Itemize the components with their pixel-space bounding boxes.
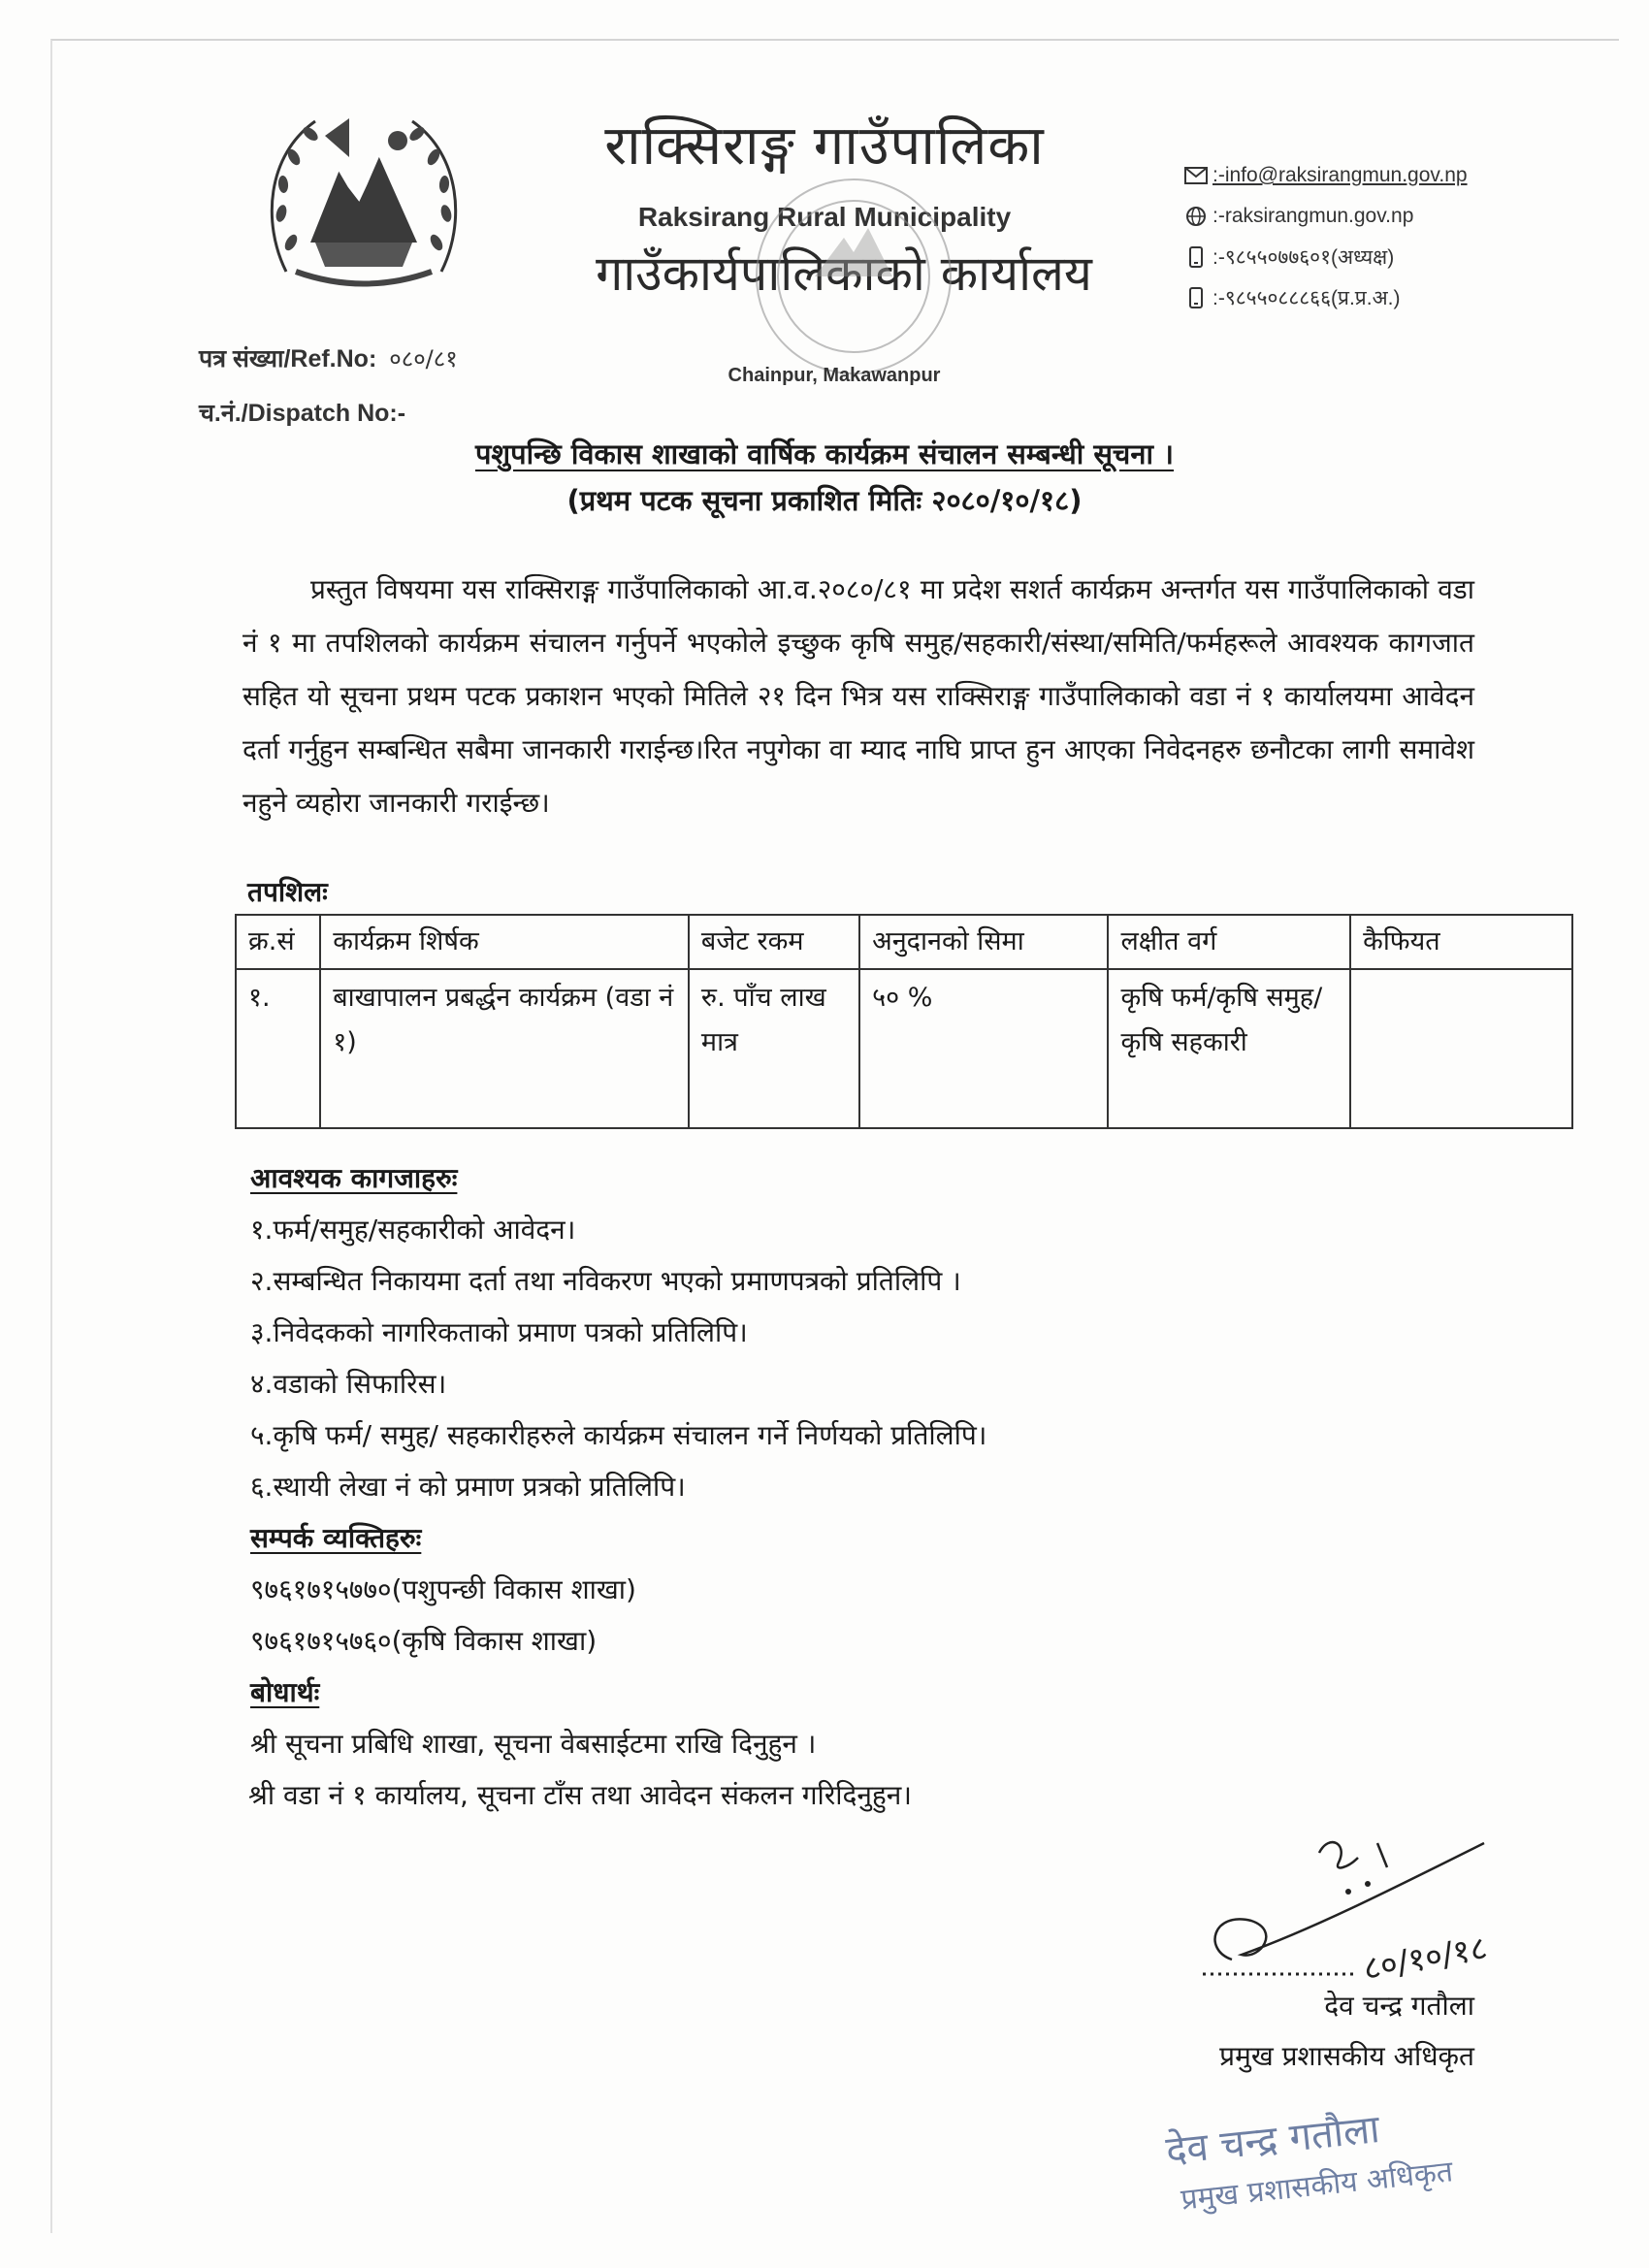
contact-website[interactable]: :-raksirangmun.gov.np — [1212, 205, 1414, 227]
handwritten-signature — [1193, 1814, 1504, 1989]
table-header-row — [236, 915, 1572, 969]
list-item: ५.कृषि फर्म/ समुह/ सहकारीहरुले कार्यक्रम संचालन गर्ने निर्णयको प्रतिलिपि। — [250, 1419, 987, 1451]
stamp-name: देव चन्द्र गतौला — [1163, 2106, 1382, 2174]
municipality-name-np: राक्सिराङ्ग गाउँपालिका — [604, 114, 1045, 178]
cell-serial: १. — [236, 969, 320, 1128]
ref-label: पत्र संख्या/Ref.No: — [199, 345, 377, 373]
table-row — [236, 969, 1572, 1128]
cell-budget: रु. पाँच लाख मात्र — [689, 969, 859, 1128]
required-documents-heading: आवश्यक कागजाहरुः — [250, 1162, 458, 1194]
contacts-heading: सम्पर्क व्यक्तिहरुः — [250, 1522, 422, 1554]
office-seal-icon — [747, 170, 960, 383]
dispatch-label: च.नं./Dispatch No:- — [199, 400, 406, 427]
cell-program-title: बाखापालन प्रबर्द्धन कार्यक्रम (वडा नं १) — [320, 969, 689, 1128]
signature-date: ८०/१०/१८ — [1360, 1928, 1491, 1989]
office-name-np: गाउँकार्यपालिकाको कार्यालय — [596, 245, 1092, 302]
contact-phone-cao: :-९८५५०८८८६६(प्र.प्र.अ.) — [1212, 287, 1401, 309]
col-program-title: कार्यक्रम शिर्षक — [320, 915, 689, 969]
signatory-name: देव चन्द्र गतौला — [1324, 1990, 1474, 2022]
globe-icon — [1183, 206, 1209, 227]
ref-value: ०८०/८१ — [389, 345, 458, 373]
contact-block — [1183, 155, 1533, 318]
contact-phone-chair: :-९८५५०७७६०१(अध्यक्ष) — [1212, 246, 1395, 269]
mobile-phone-icon — [1183, 246, 1209, 268]
list-item: ९७६१७१५७६०(कृषि विकास शाखा) — [250, 1625, 598, 1657]
list-item: २.सम्बन्धित निकायमा दर्ता तथा नविकरण भएको प्रमाणपत्रको प्रतिलिपि । — [250, 1265, 961, 1297]
list-item: श्री सूचना प्रबिधि शाखा, सूचना वेबसाईटमा राखि दिनुहुन । — [250, 1728, 817, 1760]
cc-heading: बोधार्थः — [250, 1676, 320, 1708]
notice-body: प्रस्तुत विषयमा यस राक्सिराङ्ग गाउँपालिकाको आ.व.२०८०/८१ मा प्रदेश सशर्त कार्यक्रम अन्तर्गत यस गाउँपालिकाको वडा नं १ मा तपशिलको कार्यक्रम संचालन गर्नुपर्ने भएकोले इच्छुक कृषि समुह/सहकारी/संस्था/समिति/फर्महरूले आवश्यक कागजात सहित यो सूचना प्रथम पटक प्रकाशन भएको मितिले २१ दिन भित्र यस राक्सिराङ्ग गाउँपालिकाको वडा नं १ कार्यालयमा आवेदन दर्ता गर्नुहुन सम्बन्धित सबैमा जानकारी गराईन्छ।रित नपुगेका वा म्याद नाघि प्राप्त हुन आएका निवेदनहरु छनौटका लागी समावेश नहुने व्यहोरा जानकारी गराईन्छ। — [242, 573, 1474, 819]
list-item: ९७६१७१५७७०(पशुपन्छी विकास शाखा) — [250, 1573, 636, 1605]
col-budget: बजेट रकम — [689, 915, 859, 969]
list-item: ३.निवेदकको नागरिकताको प्रमाण पत्रको प्रतिलिपि। — [250, 1316, 748, 1348]
mobile-phone-icon — [1183, 287, 1209, 308]
list-item: श्री वडा नं १ कार्यालय, सूचना टाँस तथा आवेदन संकलन गरिदिनुहुन। — [248, 1779, 912, 1811]
cell-grant-limit: ५० % — [859, 969, 1108, 1128]
signatory-title: प्रमुख प्रशासकीय अधिकृत — [1219, 2040, 1474, 2072]
stamp-title: प्रमुख प्रशासकीय अधिकृत — [1179, 2155, 1455, 2218]
required-documents — [250, 1152, 986, 1821]
municipality-location: Chainpur, Makawanpur — [728, 365, 941, 386]
col-remarks: कैफियत — [1350, 915, 1572, 969]
contact-email[interactable]: :-info@raksirangmun.gov.np — [1212, 164, 1468, 186]
col-grant-limit: अनुदानको सिमा — [859, 915, 1108, 969]
program-table — [235, 914, 1573, 1129]
nepal-emblem-icon — [257, 97, 470, 301]
list-item: ४.वडाको सिफारिस। — [250, 1368, 447, 1400]
col-target-group: लक्षीत वर्ग — [1108, 915, 1350, 969]
cell-target-group: कृषि फर्म/कृषि समुह/कृषि सहकारी — [1108, 969, 1350, 1128]
schedule-label: तपशिलः — [247, 876, 328, 908]
municipality-name-en: Raksirang Rural Municipality — [637, 202, 1012, 232]
notice-title: पशुपन्छि विकास शाखाको वार्षिक कार्यक्रम संचालन सम्बन्धी सूचना । — [474, 437, 1175, 470]
notice-subtitle: (प्रथम पटक सूचना प्रकाशित मितिः २०८०/१०/१८) — [566, 484, 1083, 517]
email-icon — [1183, 165, 1209, 186]
list-item: ६.स्थायी लेखा नं को प्रमाण प्रत्रको प्रतिलिपि। — [250, 1471, 686, 1503]
col-serial: क्र.सं — [236, 915, 320, 969]
list-item: १.फर्म/समुह/सहकारीको आवेदन। — [250, 1214, 576, 1246]
cell-remarks — [1350, 969, 1572, 1128]
